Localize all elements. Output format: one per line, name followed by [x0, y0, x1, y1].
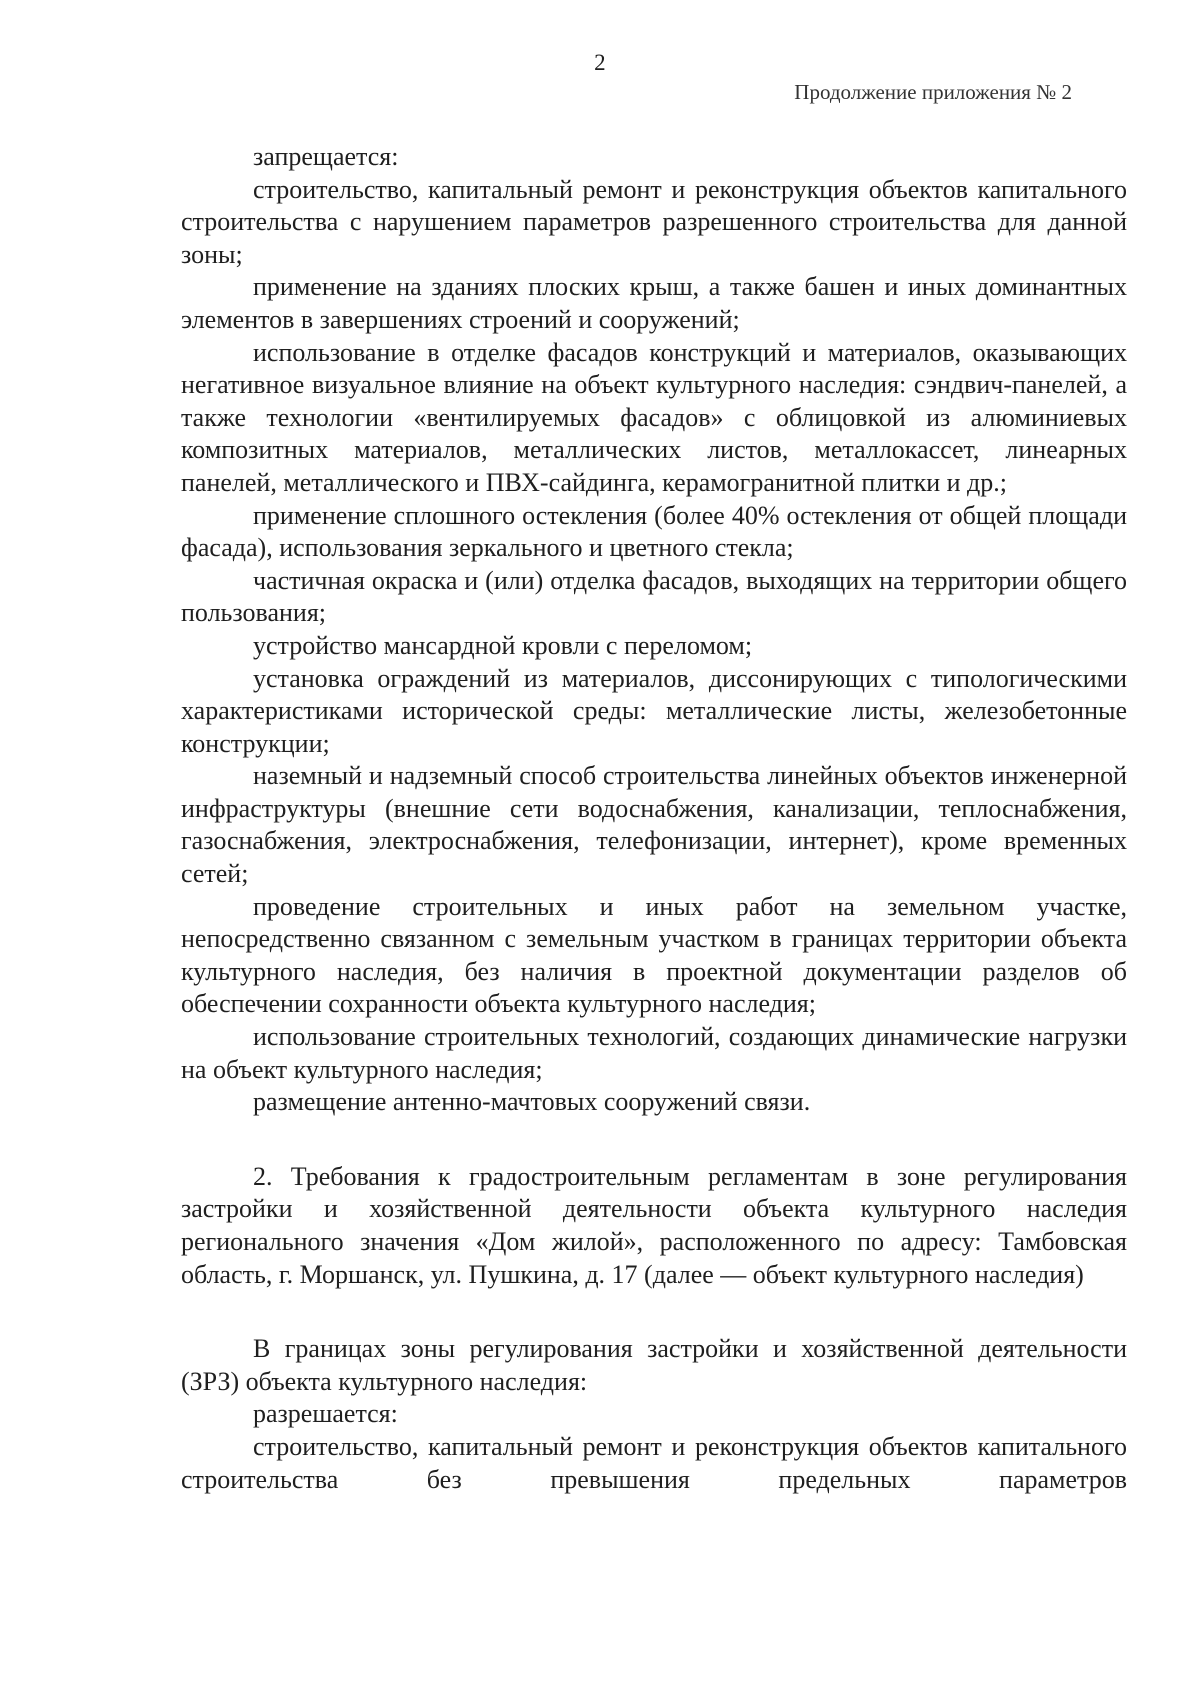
paragraph-partial-painting: частичная окраска и (или) отделка фасадов, выходящих на территории общего пользования;: [181, 565, 1127, 628]
paragraph-permitted-heading: разрешается:: [253, 1399, 398, 1429]
paragraph-dynamic-loads: использование строительных технологий, создающих динамические нагрузки на объект культурного наследия;: [181, 1022, 1127, 1084]
paragraph-flat-roofs: применение на зданиях плоских крыш, а также башен и иных доминантных элементов в завершениях строений и сооружений;: [181, 272, 1127, 334]
paragraph-fences: установка ограждений из материалов, диссонирующих с типологическими характеристиками исторической среды: металлические листы, железобетонные конструкции;: [181, 663, 1127, 758]
paragraph-works-on-land: проведение строительных и иных работ на земельном участке, непосредственно связанном с земельным участком в границах территории объекта культурного наследия, без наличия в проектной документации разделов об обеспечении сохранности объекта культурного наследия;: [181, 891, 1127, 1019]
paragraph-construction-violation: строительство, капитальный ремонт и реконструкция объектов капитального строительства с нарушением параметров разрешенного строительства для данной зоны;: [181, 174, 1127, 269]
page-number: 2: [594, 50, 606, 75]
document-body: [181, 141, 1127, 1496]
paragraph-prohibited-heading: запрещается:: [253, 142, 399, 171]
paragraph-linear-infrastructure: наземный и надземный способ строительства линейных объектов инженерной инфраструктуры (внешние сети водоснабжения, канализации, теплоснабжения, газоснабжения, электроснабжения, телефонизации, интернет), кроме временных сетей;: [181, 761, 1127, 889]
paragraph-facade-materials: использование в отделке фасадов конструкций и материалов, оказывающих негативное визуальное влияние на объект культурного наследия: сэндвич-панелей, а также технологии «вентилируемых фасадов» с облицовкой из алюминиевых композитных материалов, металлических листов, металлокассет, линеарных панелей, металлического и ПВХ-сайдинга, керамогранитной плитки и др.;: [181, 337, 1127, 497]
paragraph-antenna-masts: размещение антенно-мачтовых сооружений связи.: [253, 1087, 811, 1117]
paragraph-zone-intro: В границах зоны регулирования застройки и хозяйственной деятельности (ЗРЗ) объекта культурного наследия:: [181, 1334, 1127, 1396]
paragraph-glazing: применение сплошного остекления (более 40% остекления от общей площади фасада), использования зеркального и цветного стекла;: [181, 500, 1127, 563]
paragraph-mansard-roof: устройство мансардной кровли с переломом;: [253, 630, 753, 660]
appendix-continuation-label: Продолжение приложения № 2: [794, 80, 1072, 104]
paragraph-construction-permitted: строительство, капитальный ремонт и реконструкция объектов капитального строительства без превышения предельных параметров: [181, 1431, 1127, 1494]
section-2-heading: 2. Требования к градостроительным регламентам в зоне регулирования застройки и хозяйственной деятельности объекта культурного наследия регионального значения «Дом жилой», расположенного по адресу: Тамбовская область, г. Моршанск, ул. Пушкина, д. 17 (далее — объект культурного наследия): [181, 1161, 1127, 1289]
